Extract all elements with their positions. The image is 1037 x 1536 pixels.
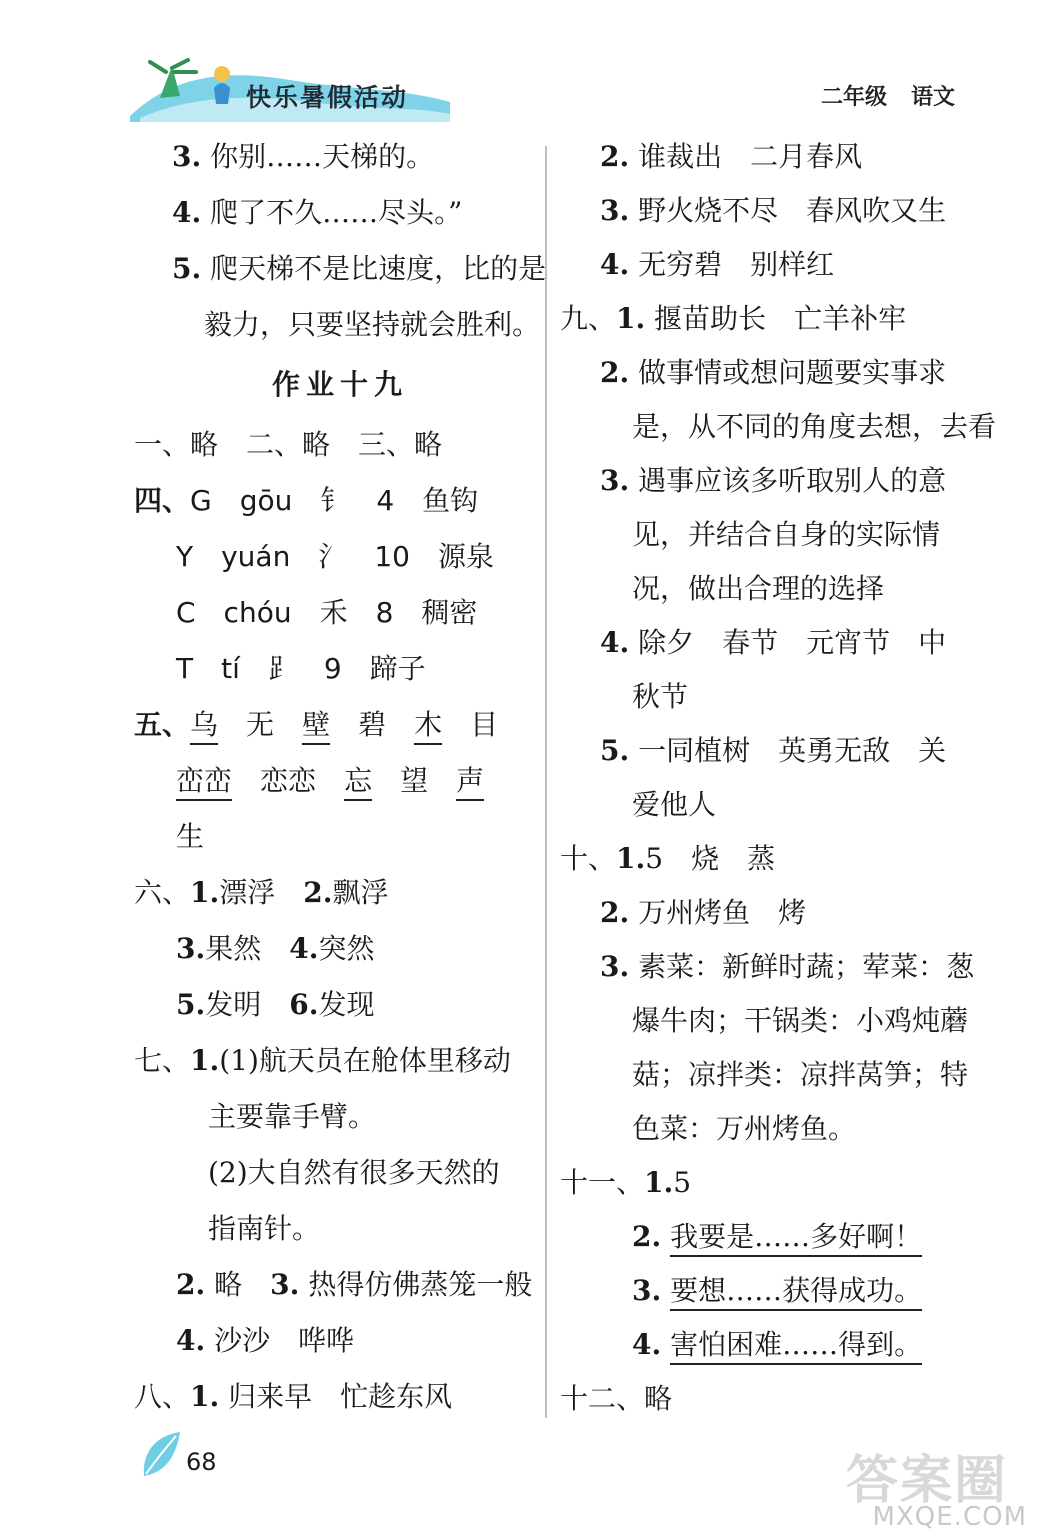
answer-line: 3. 你别……天梯的。 — [172, 140, 435, 173]
answer-line: 主要靠手臂。 — [208, 1100, 377, 1133]
section-five: 五、乌 无 壁 碧 木 目 — [134, 708, 498, 742]
grade-subject-label — [821, 80, 955, 111]
answer-line: 指南针。 — [208, 1212, 321, 1245]
answer-line: 色菜：万州烤鱼。 — [632, 1112, 857, 1145]
answer-line: 2. 略 3. 热得仿佛蒸笼一般 — [176, 1268, 533, 1301]
answer-line: 3. 素菜：新鲜时蔬；荤菜：葱 — [600, 950, 975, 983]
section-heading: 作业十九 — [272, 368, 409, 401]
section-nine: 九、1. 揠苗助长 亡羊补牢 — [560, 302, 907, 335]
answer-line: 4. 除夕 春节 元宵节 中 — [600, 626, 947, 659]
answer-line: 4. 害怕困难……得到。 — [632, 1328, 922, 1362]
answer-line: 4. 爬了不久……尽头。” — [172, 196, 463, 229]
answer-line: 秋节 — [632, 680, 689, 713]
leaf-icon — [140, 1430, 184, 1480]
column-divider — [545, 146, 547, 1418]
answer-line: 爱他人 — [632, 788, 717, 821]
section-ten: 十、1.5 烧 蒸 — [560, 842, 776, 875]
answer-line: 3. 要想……获得成功。 — [632, 1274, 922, 1308]
watermark-site: MXQE.COM — [872, 1502, 1027, 1532]
answer-line: 2. 万州烤鱼 烤 — [600, 896, 807, 929]
section-six: 六、1.漂浮 2.飘浮 — [134, 876, 389, 909]
answer-line: 2. 我要是……多好啊！ — [632, 1220, 922, 1254]
answer-line: 一、略 二、略 三、略 — [134, 428, 443, 461]
section-eight: 八、1. 归来早 忙趁东风 — [134, 1380, 453, 1413]
answer-line: Y yuán 氵 10 源泉 — [176, 540, 494, 573]
answer-line: 2. 做事情或想问题要实事求 — [600, 356, 947, 389]
answer-line: 况，做出合理的选择 — [632, 572, 885, 605]
answer-line: C chóu 禾 8 稠密 — [176, 596, 478, 629]
answer-line: 3. 遇事应该多听取别人的意 — [600, 464, 947, 497]
answer-line: 毅力，只要坚持就会胜利。 — [204, 308, 541, 341]
answer-line: 4. 沙沙 哗哗 — [176, 1324, 355, 1357]
answer-line: 2. 谁裁出 二月春风 — [600, 140, 863, 173]
answer-line: T tí ⻊ 9 蹄子 — [176, 652, 426, 685]
answer-line: 5. 一同植树 英勇无敌 关 — [600, 734, 947, 767]
watermark-logo: 答案圈 — [846, 1451, 1009, 1511]
banner-title: 快乐暑假活动 — [246, 83, 409, 112]
section-seven: 七、1.(1)航天员在舱体里移动 — [134, 1044, 511, 1077]
answer-line: 是，从不同的角度去想，去看 — [632, 410, 997, 443]
grade-label: 二年级 — [820, 84, 887, 110]
answer-line: 5.发明 6.发现 — [176, 988, 375, 1021]
section-four: 四、G gōu 钅 4 鱼钩 — [134, 484, 479, 517]
answer-line: 5. 爬天梯不是比速度，比的是 — [172, 252, 547, 285]
page-header — [0, 0, 1037, 130]
page-number: 68 — [186, 1448, 217, 1476]
answer-line: 菇；凉拌类：凉拌莴笋；特 — [632, 1058, 969, 1091]
answer-line: 见，并结合自身的实际情 — [632, 518, 941, 551]
section-twelve: 十二、略 — [560, 1382, 673, 1415]
section-eleven: 十一、1.5 — [560, 1166, 692, 1199]
answer-line: 3. 野火烧不尽 春风吹又生 — [600, 194, 947, 227]
answer-line: 峦峦 恋恋 忘 望 声 — [176, 764, 484, 798]
answer-line: 3.果然 4.突然 — [176, 932, 375, 965]
answer-line: 4. 无穷碧 别样红 — [600, 248, 835, 281]
answer-line: 爆牛肉；干锅类：小鸡炖蘑 — [632, 1004, 969, 1037]
answer-line: 生 — [176, 820, 205, 853]
subject-label: 语文 — [910, 84, 955, 110]
answer-line: (2)大自然有很多天然的 — [208, 1156, 500, 1189]
